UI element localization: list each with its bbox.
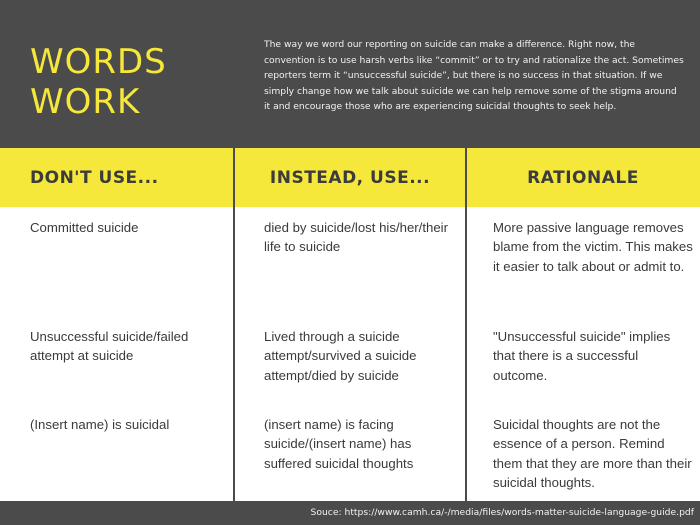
footer-bar bbox=[0, 501, 700, 525]
table-cell-rationale: "Unsuccessful suicide" implies that there is a successful outcome. bbox=[493, 329, 671, 383]
column-header-label: RATIONALE bbox=[527, 167, 639, 188]
column-header-label: INSTEAD, USE... bbox=[269, 167, 431, 188]
table-cell-instead-use: (insert name) is facing suicide/(insert name) has suffered suicidal thoughts bbox=[264, 417, 414, 471]
column-divider bbox=[465, 148, 467, 501]
header-banner bbox=[0, 0, 700, 148]
column-divider bbox=[233, 148, 235, 501]
page-title bbox=[30, 42, 167, 122]
table-cell-rationale: More passive language removes blame from the victim. This makes it easier to talk about or admit to. bbox=[493, 220, 693, 274]
table-cell-dont-use: Committed suicide bbox=[30, 220, 139, 235]
intro-paragraph: The way we word our reporting on suicide can make a difference. Right now, the convention is to use harsh verbs like “commit” or to try and rationalize the act. Sometimes reporters term it “unsuccessful suicide”, but there is no success in that situation. If we simply change how we talk about suicide we can help remove some of the stigma around it and encourage those who are experiencing suicidal thoughts to seek help. bbox=[264, 39, 684, 113]
title-line-2: WORK bbox=[30, 82, 141, 122]
table-cell-rationale: Suicidal thoughts are not the essence of a person. Remind them that they are more than their suicidal thoughts. bbox=[493, 417, 692, 490]
column-header-dont-use bbox=[0, 148, 234, 207]
table-cell-dont-use: Unsuccessful suicide/failed attempt at suicide bbox=[30, 329, 189, 364]
column-header-rationale bbox=[466, 148, 700, 207]
table-cell-instead-use: died by suicide/lost his/her/their life to suicide bbox=[264, 220, 448, 255]
source-citation: Souce: https://www.camh.ca/-/media/files/words-matter-suicide-language-guide.pdf bbox=[310, 507, 694, 518]
table-cell-instead-use: Lived through a suicide attempt/survived a suicide attempt/died by suicide bbox=[264, 329, 417, 383]
table-cell-dont-use: (Insert name) is suicidal bbox=[30, 417, 170, 432]
title-line-1: WORDS bbox=[30, 42, 167, 82]
column-header-label: DON'T USE... bbox=[30, 167, 159, 188]
column-header-instead-use bbox=[234, 148, 466, 207]
